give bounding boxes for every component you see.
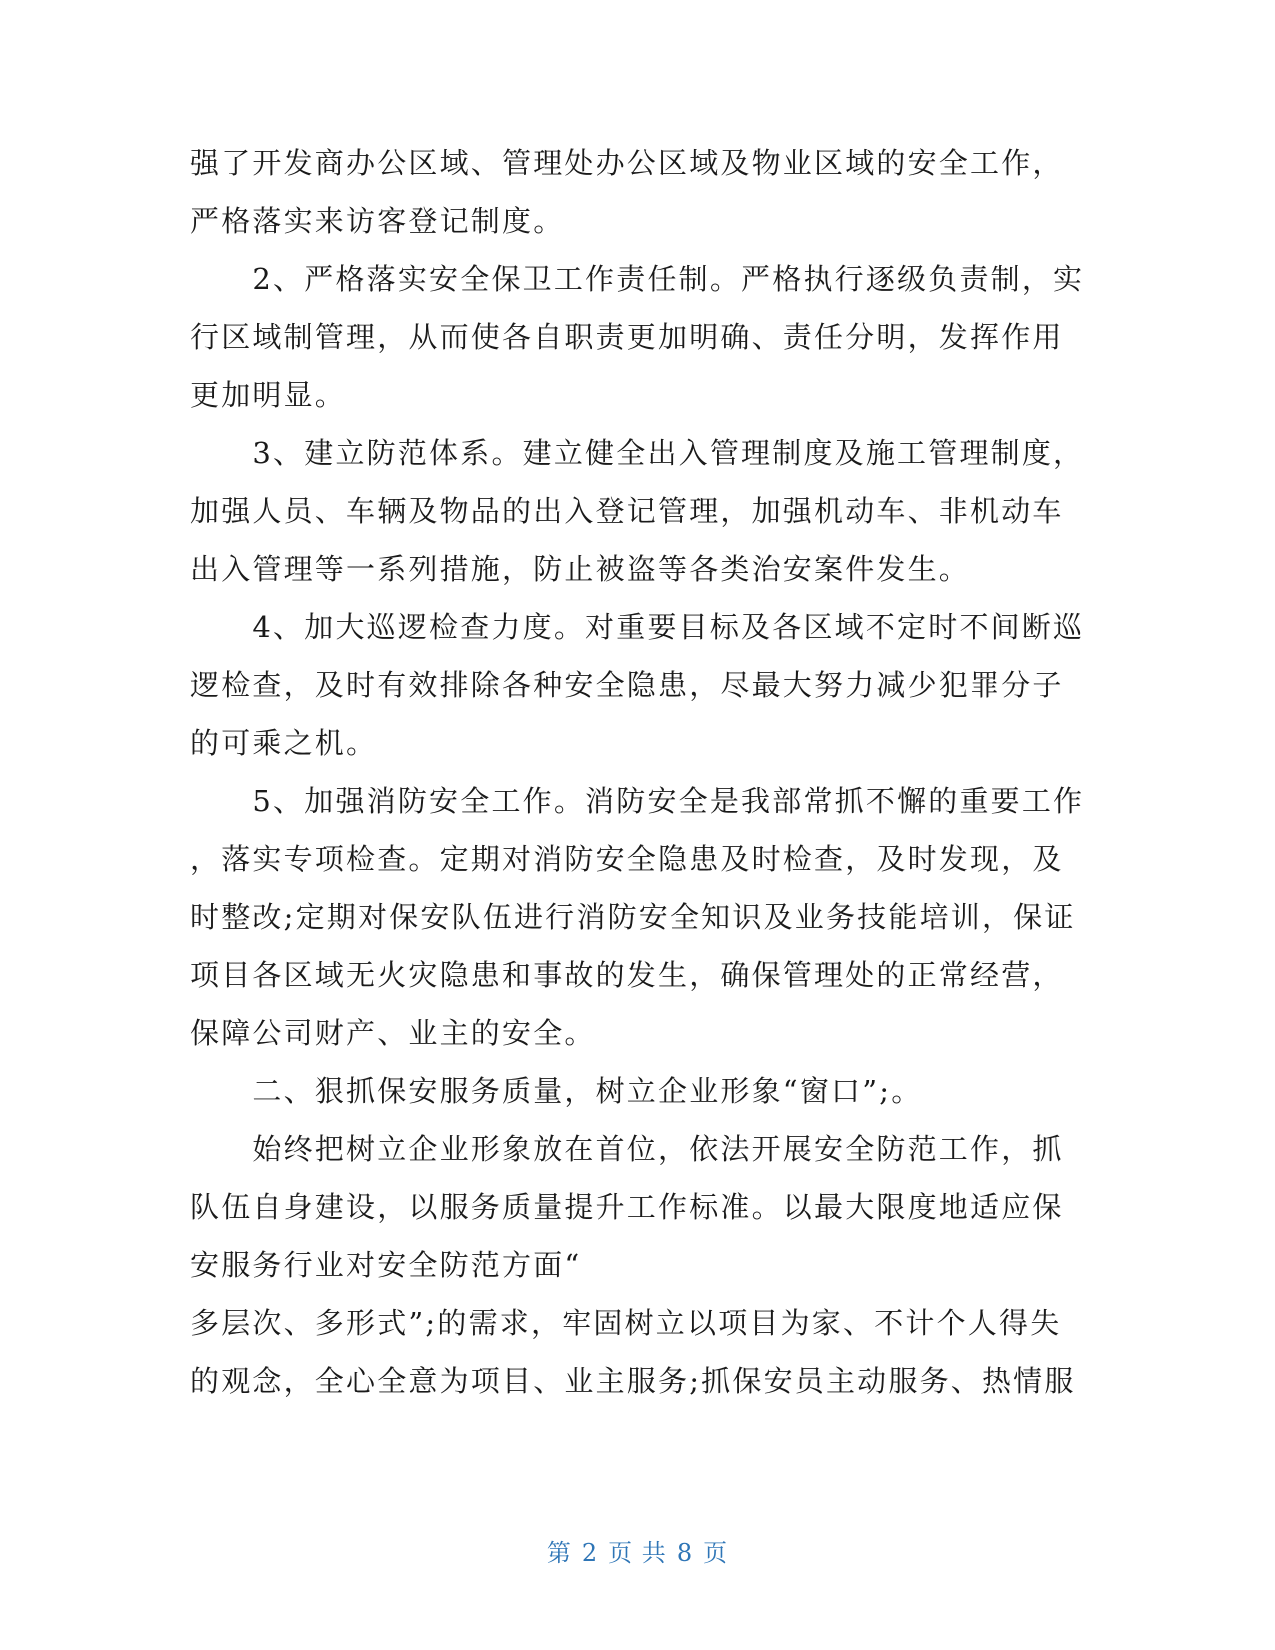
text-line: 强了开发商办公区域、管理处办公区域及物业区域的安全工作，	[190, 146, 1064, 180]
text-line: 安服务行业对安全防范方面“	[190, 1248, 582, 1282]
text-line: 的可乘之机。	[190, 726, 378, 760]
text-line: 3、建立防范体系。建立健全出入管理制度及施工管理制度，	[190, 436, 1085, 470]
text-line: 时整改;定期对保安队伍进行消防安全知识及业务技能培训，保证	[190, 900, 1076, 934]
footer-prefix: 第	[546, 1539, 572, 1567]
text-line: 出入管理等一系列措施，防止被盗等各类治安案件发生。	[190, 552, 971, 586]
text-line: 2、严格落实安全保卫工作责任制。严格执行逐级负责制，实	[190, 262, 1085, 296]
text-line: 行区域制管理，从而使各自职责更加明确、责任分明，发挥作用	[190, 320, 1064, 354]
text-line: 多层次、多形式”;的需求，牢固树立以项目为家、不计个人得失	[190, 1306, 1062, 1340]
page-number-footer	[0, 1537, 1275, 1569]
text-line: 严格落实来访客登记制度。	[190, 204, 565, 238]
text-line: 保障公司财产、业主的安全。	[190, 1016, 596, 1050]
footer-middle: 页 共	[608, 1539, 667, 1567]
text-line: 项目各区域无火灾隐患和事故的发生，确保管理处的正常经营，	[190, 958, 1064, 992]
current-page-number: 2	[581, 1539, 599, 1567]
text-line: 更加明显。	[190, 378, 347, 412]
text-line: 队伍自身建设，以服务质量提升工作标准。以最大限度地适应保	[190, 1190, 1064, 1224]
text-line: 的观念，全心全意为项目、业主服务;抓保安员主动服务、热情服	[190, 1364, 1076, 1398]
text-line: 始终把树立企业形象放在首位，依法开展安全防范工作，抓	[190, 1132, 1064, 1166]
text-line: ，落实专项检查。定期对消防安全隐患及时检查，及时发现，及	[190, 842, 1064, 876]
text-line: 逻检查，及时有效排除各种安全隐患，尽最大努力减少犯罪分子	[190, 668, 1064, 702]
text-line: 5、加强消防安全工作。消防安全是我部常抓不懈的重要工作	[190, 784, 1085, 818]
footer-suffix: 页	[703, 1539, 729, 1567]
text-line: 加强人员、车辆及物品的出入登记管理，加强机动车、非机动车	[190, 494, 1064, 528]
text-line: 4、加大巡逻检查力度。对重要目标及各区域不定时不间断巡	[190, 610, 1085, 644]
text-line: 二、狠抓保安服务质量，树立企业形象“窗口”;。	[190, 1074, 923, 1108]
total-pages-number: 8	[676, 1539, 694, 1567]
